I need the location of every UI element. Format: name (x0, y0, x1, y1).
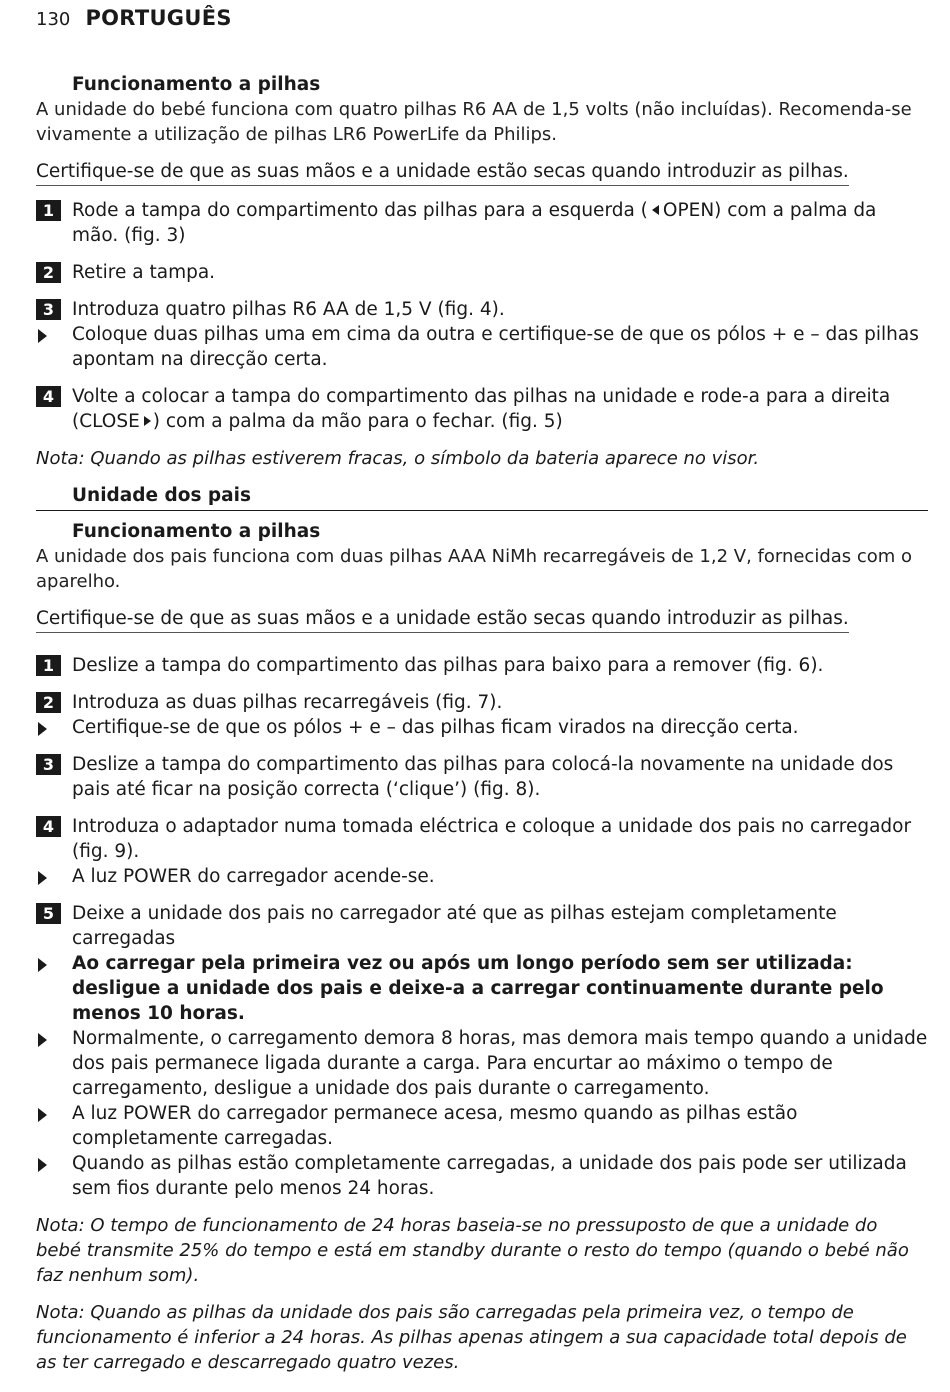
parent-step-5 (36, 901, 928, 1201)
baby-step-2-text: Retire a tampa. (72, 262, 216, 283)
parent-step-4-text: Introduza o adaptador numa tomada eléctrica e coloque a unidade dos pais no carregador (fig. 9). (72, 816, 912, 862)
baby-step-1 (36, 198, 928, 248)
parent-battery-heading: Funcionamento a pilhas (72, 521, 321, 542)
section-title: PORTUGUÊS (85, 6, 232, 30)
baby-dry-hands-warning: Certifique-se de que as suas mãos e a unidade estão secas quando introduzir as pilhas. (36, 159, 849, 186)
baby-step-3 (36, 297, 928, 372)
parent-step-1 (36, 653, 928, 678)
step-number-badge: 1 (36, 655, 61, 676)
baby-step-3-text: Introduza quatro pilhas R6 AA de 1,5 V (fig. 4). (72, 299, 505, 320)
baby-battery-note: Nota: Quando as pilhas estiverem fracas, o símbolo da bateria aparece no visor. (36, 448, 760, 469)
parent-step-1-text: Deslize a tampa do compartimento das pilhas para baixo para a remover (fig. 6). (72, 655, 824, 676)
step-number-badge: 3 (36, 299, 61, 320)
parent-step-2 (36, 690, 928, 740)
bullet-arrow-icon (38, 958, 47, 972)
parent-step-2-text: Introduza as duas pilhas recarregáveis (fig. 7). (72, 692, 503, 713)
parent-battery-note-2: Nota: Quando as pilhas da unidade dos pais são carregadas pela primeira vez, o tempo de funcionamento é inferior a 24 horas. As pilhas apenas atingem a sua capacidade total depois de as ter carregado e descarregado quatro vezes. (36, 1302, 907, 1373)
bullet-arrow-icon (38, 1158, 47, 1172)
baby-step-4 (36, 384, 928, 434)
parent-unit-heading: Unidade dos pais (72, 485, 251, 506)
baby-step-4-text-b: ) com a palma da mão para o fechar. (fig. 5) (152, 411, 563, 432)
page-number: 130 (36, 9, 71, 30)
section-divider (36, 510, 928, 511)
bullet-arrow-icon (38, 871, 47, 885)
bullet-arrow-icon (38, 329, 47, 343)
baby-step-2 (36, 260, 928, 285)
baby-step-4-text-a: Volte a colocar a tampa do compartimento das pilhas na unidade e rode-a para a direita (CLOSE (72, 386, 891, 432)
arrow-left-icon (652, 205, 659, 215)
parent-step-5-text: Deixe a unidade dos pais no carregador até que as pilhas estejam completamente carregadas (72, 903, 837, 949)
step-number-badge: 2 (36, 262, 61, 283)
step-number-badge: 2 (36, 692, 61, 713)
bullet-arrow-icon (38, 1033, 47, 1047)
step-number-badge: 1 (36, 200, 61, 221)
baby-step-1-text-b: OPEN) com a palma da mão. (fig. 3) (72, 200, 877, 246)
baby-step-3-bullet: Coloque duas pilhas uma em cima da outra e certifique-se de que os pólos + e – das pilhas apontam na direcção certa. (72, 324, 919, 370)
page-content (36, 72, 928, 1387)
bullet-arrow-icon (38, 722, 47, 736)
baby-battery-intro: A unidade do bebé funciona com quatro pilhas R6 AA de 1,5 volts (não incluídas). Recomenda-se vivamente a utilização de pilhas LR6 PowerLife da Philips. (36, 99, 912, 145)
parent-battery-note-1: Nota: O tempo de funcionamento de 24 horas baseia-se no pressuposto de que a unidade do bebé transmite 25% do tempo e está em standby durante o resto do tempo (quando o bebé não faz nenhum som). (36, 1215, 909, 1286)
step-number-badge: 3 (36, 754, 61, 775)
step-number-badge: 5 (36, 903, 61, 924)
parent-step-5-bullet-3: A luz POWER do carregador permanece acesa, mesmo quando as pilhas estão completamente carregadas. (72, 1103, 798, 1149)
parent-step-5-bullet-1: Ao carregar pela primeira vez ou após um longo período sem ser utilizada: desligue a unidade dos pais e deixe-a a carregar continuamente durante pelo menos 10 horas. (72, 953, 884, 1024)
parent-step-4 (36, 814, 928, 889)
baby-battery-heading: Funcionamento a pilhas (72, 74, 321, 95)
step-number-badge: 4 (36, 386, 61, 407)
parent-step-3 (36, 752, 928, 802)
step-number-badge: 4 (36, 816, 61, 837)
bullet-arrow-icon (38, 1108, 47, 1122)
parent-dry-hands-warning: Certifique-se de que as suas mãos e a unidade estão secas quando introduzir as pilhas. (36, 606, 849, 633)
parent-step-4-bullet: A luz POWER do carregador acende-se. (72, 866, 435, 887)
arrow-right-icon (144, 416, 151, 426)
baby-step-1-text-a: Rode a tampa do compartimento das pilhas para a esquerda ( (72, 200, 648, 221)
parent-step-3-text: Deslize a tampa do compartimento das pilhas para colocá-la novamente na unidade dos pais até ficar na posição correcta (‘clique’) (fig. 8). (72, 754, 894, 800)
parent-step-5-bullet-2: Normalmente, o carregamento demora 8 horas, mas demora mais tempo quando a unidade dos pais permanece ligada durante a carga. Para encurtar ao máximo o tempo de carregamento, desligue a unidade dos pais durante o carregamento. (72, 1028, 928, 1099)
parent-battery-intro: A unidade dos pais funciona com duas pilhas AAA NiMh recarregáveis de 1,2 V, fornecidas com o aparelho. (36, 546, 913, 592)
parent-step-5-bullet-4: Quando as pilhas estão completamente carregadas, a unidade dos pais pode ser utilizada sem fios durante pelo menos 24 horas. (72, 1153, 907, 1199)
page-header (36, 6, 232, 36)
parent-step-2-bullet: Certifique-se de que os pólos + e – das pilhas ficam virados na direcção certa. (72, 717, 799, 738)
